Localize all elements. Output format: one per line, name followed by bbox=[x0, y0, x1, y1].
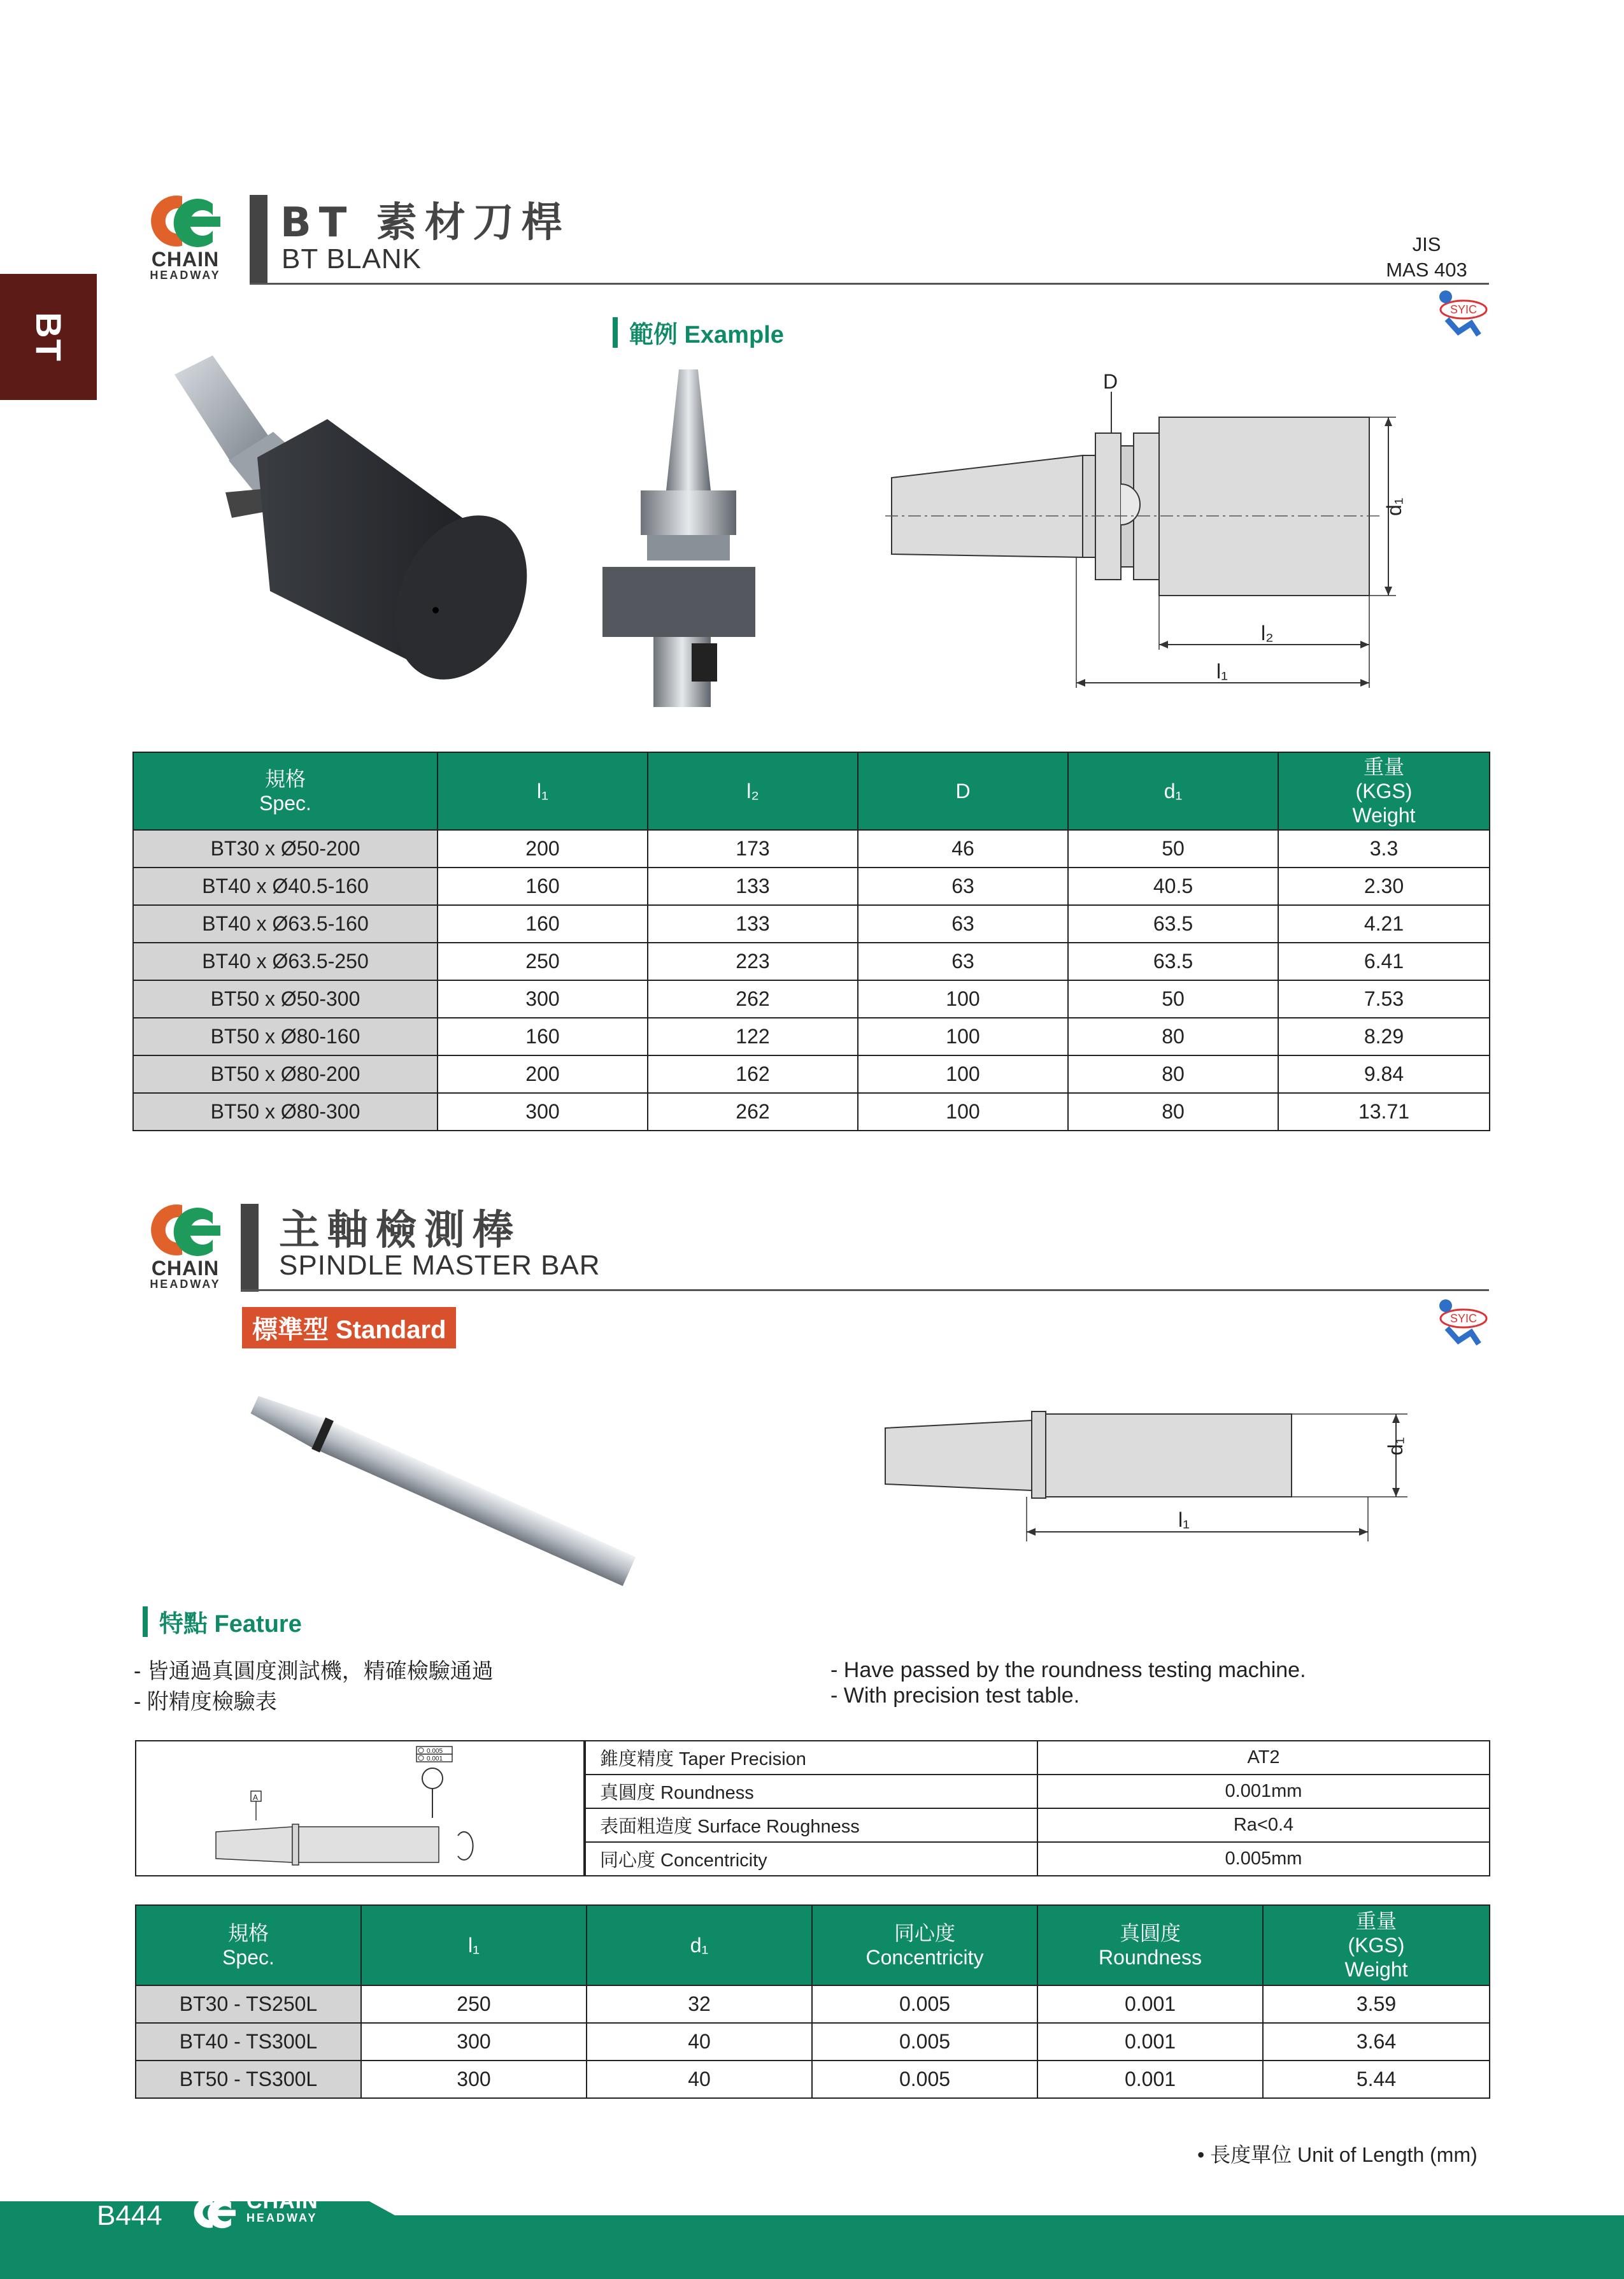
bt-example-photo bbox=[583, 363, 825, 720]
feature-en-2: - With precision test table. bbox=[830, 1683, 1080, 1708]
standard-tag: 標準型 Standard bbox=[242, 1307, 456, 1348]
table-row bbox=[133, 830, 1490, 868]
features-en bbox=[830, 1657, 1306, 1708]
blank-header-cell: d₁ bbox=[1068, 752, 1278, 830]
blank-header-cell: 重量 (KGS) Weight bbox=[1278, 752, 1490, 830]
spec-cell: BT50 x Ø80-160 bbox=[133, 1018, 438, 1055]
value-cell: 40 bbox=[587, 2061, 812, 2098]
spec-cell: BT30 x Ø50-200 bbox=[133, 830, 438, 868]
label-l2: l₂ bbox=[1261, 622, 1274, 645]
value-cell: 160 bbox=[438, 905, 648, 943]
value-cell: 173 bbox=[648, 830, 858, 868]
value-cell: 300 bbox=[438, 980, 648, 1018]
title-accent-bar-2 bbox=[241, 1204, 259, 1292]
value-cell: 200 bbox=[438, 830, 648, 868]
precision-row bbox=[585, 1842, 1490, 1876]
value-cell: 63 bbox=[858, 868, 1068, 905]
value-cell: 0.001 bbox=[1037, 2061, 1263, 2098]
value-cell: 100 bbox=[858, 1055, 1068, 1093]
footer-logo-mark-icon bbox=[186, 2194, 243, 2232]
master-bar-spec-table bbox=[135, 1904, 1490, 2099]
title-accent-bar bbox=[250, 195, 267, 284]
bar-header-cell: 同心度 Concentricity bbox=[812, 1905, 1037, 1985]
value-cell: 50 bbox=[1068, 830, 1278, 868]
value-cell: 160 bbox=[438, 868, 648, 905]
spec-cell: BT50 x Ø80-200 bbox=[133, 1055, 438, 1093]
section2-rule bbox=[241, 1289, 1489, 1291]
value-cell: 262 bbox=[648, 980, 858, 1018]
spec-cell: BT40 x Ø40.5-160 bbox=[133, 868, 438, 905]
value-cell: 5.44 bbox=[1263, 2061, 1490, 2098]
bar-header-cell: 真圓度 Roundness bbox=[1037, 1905, 1263, 1985]
value-cell: 63.5 bbox=[1068, 943, 1278, 980]
precision-value: AT2 bbox=[1037, 1741, 1490, 1775]
feature-zh-2: - 附精度檢驗表 bbox=[134, 1690, 277, 1714]
value-cell: 300 bbox=[361, 2023, 587, 2061]
section2-title-zh: 主軸檢測棒 bbox=[279, 1207, 521, 1254]
table-row bbox=[133, 1055, 1490, 1093]
bt-blank-spec-table bbox=[132, 752, 1490, 1131]
table-header-row bbox=[133, 752, 1490, 830]
svg-text:SYIC: SYIC bbox=[1449, 303, 1478, 316]
value-cell: 160 bbox=[438, 1018, 648, 1055]
precision-label: 表面粗造度 Surface Roughness bbox=[585, 1808, 1037, 1842]
value-cell: 0.001 bbox=[1037, 2023, 1263, 2061]
blank-header-cell: D bbox=[858, 752, 1068, 830]
table-header-row bbox=[136, 1905, 1490, 1985]
value-cell: 122 bbox=[648, 1018, 858, 1055]
value-cell: 63 bbox=[858, 905, 1068, 943]
example-heading: 範例 Example bbox=[613, 315, 784, 350]
logo-mark-icon bbox=[138, 191, 233, 252]
value-cell: 250 bbox=[438, 943, 648, 980]
value-cell: 3.64 bbox=[1263, 2023, 1490, 2061]
table-row bbox=[133, 1018, 1490, 1055]
section1-rule bbox=[250, 283, 1489, 285]
section1-title-zh: BT 素材刀桿 bbox=[280, 199, 570, 246]
side-tab-bt[interactable]: BT bbox=[0, 274, 97, 400]
value-cell: 80 bbox=[1068, 1055, 1278, 1093]
value-cell: 250 bbox=[361, 1985, 587, 2023]
value-cell: 162 bbox=[648, 1055, 858, 1093]
table-row bbox=[136, 2023, 1490, 2061]
label-d1: d₁ bbox=[1383, 497, 1406, 516]
standard-jis: JIS MAS 403 bbox=[1386, 233, 1467, 281]
value-cell: 0.001 bbox=[1037, 1985, 1263, 2023]
table-row bbox=[133, 1093, 1490, 1131]
bar-header-cell: d₁ bbox=[587, 1905, 812, 1985]
value-cell: 7.53 bbox=[1278, 980, 1490, 1018]
value-cell: 46 bbox=[858, 830, 1068, 868]
label-d1-bar: d₁ bbox=[1384, 1437, 1407, 1455]
svg-text:A: A bbox=[253, 1793, 259, 1802]
table-row bbox=[133, 905, 1490, 943]
spec-cell: BT50 x Ø50-300 bbox=[133, 980, 438, 1018]
precision-test-diagram bbox=[136, 1741, 583, 1875]
footer-band bbox=[0, 2201, 1624, 2279]
table-row bbox=[136, 1985, 1490, 2023]
value-cell: 50 bbox=[1068, 980, 1278, 1018]
logo-text-headway: HEADWAY bbox=[150, 269, 221, 282]
table-row bbox=[133, 868, 1490, 905]
value-cell: 80 bbox=[1068, 1018, 1278, 1055]
precision-row bbox=[585, 1808, 1490, 1842]
section2-title-en: SPINDLE MASTER BAR bbox=[279, 1250, 601, 1281]
precision-value: Ra<0.4 bbox=[1037, 1808, 1490, 1842]
page-number: B444 bbox=[97, 2200, 162, 2231]
chain-headway-logo-2: CHAIN HEADWAY bbox=[138, 1200, 233, 1289]
chain-headway-logo bbox=[138, 191, 233, 280]
unit-note: • 長度單位 Unit of Length (mm) bbox=[1197, 2143, 1478, 2166]
feature-en-1: - Have passed by the roundness testing machine. bbox=[830, 1658, 1306, 1682]
value-cell: 300 bbox=[361, 2061, 587, 2098]
svg-text:0.001: 0.001 bbox=[427, 1755, 443, 1762]
spec-cell: BT50 x Ø80-300 bbox=[133, 1093, 438, 1131]
spec-cell: BT30 - TS250L bbox=[136, 1985, 361, 2023]
bt-blank-drawing bbox=[879, 369, 1427, 701]
logo-text-chain: CHAIN bbox=[151, 248, 220, 271]
precision-label: 同心度 Concentricity bbox=[585, 1842, 1037, 1876]
master-bar-drawing bbox=[879, 1401, 1427, 1548]
bar-header-cell: l₁ bbox=[361, 1905, 587, 1985]
blank-header-cell: l₁ bbox=[438, 752, 648, 830]
bar-header-cell: 規格 Spec. bbox=[136, 1905, 361, 1985]
features-zh bbox=[134, 1656, 494, 1717]
value-cell: 40 bbox=[587, 2023, 812, 2061]
value-cell: 8.29 bbox=[1278, 1018, 1490, 1055]
precision-value: 0.001mm bbox=[1037, 1775, 1490, 1808]
value-cell: 6.41 bbox=[1278, 943, 1490, 980]
section1-title-en: BT BLANK bbox=[281, 243, 422, 275]
value-cell: 80 bbox=[1068, 1093, 1278, 1131]
syic-badge-icon bbox=[1433, 284, 1490, 341]
syic-badge-icon bbox=[1433, 1293, 1490, 1350]
value-cell: 9.84 bbox=[1278, 1055, 1490, 1093]
value-cell: 262 bbox=[648, 1093, 858, 1131]
value-cell: 300 bbox=[438, 1093, 648, 1131]
precision-value: 0.005mm bbox=[1037, 1842, 1490, 1876]
value-cell: 63.5 bbox=[1068, 905, 1278, 943]
table-row bbox=[133, 943, 1490, 980]
spec-cell: BT40 x Ø63.5-160 bbox=[133, 905, 438, 943]
table-row bbox=[136, 2061, 1490, 2098]
master-bar-photo bbox=[229, 1395, 650, 1586]
label-l1-bar: l₁ bbox=[1178, 1508, 1190, 1531]
value-cell: 133 bbox=[648, 905, 858, 943]
value-cell: 100 bbox=[858, 1018, 1068, 1055]
precision-row bbox=[585, 1741, 1490, 1775]
spec-cell: BT50 - TS300L bbox=[136, 2061, 361, 2098]
bt-blank-photo bbox=[136, 343, 531, 706]
value-cell: 3.59 bbox=[1263, 1985, 1490, 2023]
table-row bbox=[133, 980, 1490, 1018]
bar-header-cell: 重量 (KGS) Weight bbox=[1263, 1905, 1490, 1985]
value-cell: 0.005 bbox=[812, 2023, 1037, 2061]
value-cell: 100 bbox=[858, 980, 1068, 1018]
value-cell: 0.005 bbox=[812, 2061, 1037, 2098]
spec-cell: BT40 x Ø63.5-250 bbox=[133, 943, 438, 980]
value-cell: 133 bbox=[648, 868, 858, 905]
precision-table bbox=[585, 1740, 1490, 1876]
logo-mark-icon bbox=[138, 1200, 233, 1261]
label-D: D bbox=[1103, 370, 1118, 393]
value-cell: 4.21 bbox=[1278, 905, 1490, 943]
value-cell: 2.30 bbox=[1278, 868, 1490, 905]
value-cell: 13.71 bbox=[1278, 1093, 1490, 1131]
spec-cell: BT40 - TS300L bbox=[136, 2023, 361, 2061]
precision-label: 錐度精度 Taper Precision bbox=[585, 1741, 1037, 1775]
value-cell: 223 bbox=[648, 943, 858, 980]
precision-row bbox=[585, 1775, 1490, 1808]
value-cell: 40.5 bbox=[1068, 868, 1278, 905]
feature-zh-1: - 皆通過真圓度測試機，精確檢驗通過 bbox=[134, 1659, 494, 1683]
blank-header-cell: l₂ bbox=[648, 752, 858, 830]
feature-heading: 特點 Feature bbox=[143, 1604, 302, 1639]
svg-text:0.005: 0.005 bbox=[427, 1748, 443, 1755]
value-cell: 0.005 bbox=[812, 1985, 1037, 2023]
svg-text:SYIC: SYIC bbox=[1449, 1312, 1478, 1325]
value-cell: 32 bbox=[587, 1985, 812, 2023]
value-cell: 100 bbox=[858, 1093, 1068, 1131]
precision-diagram-box bbox=[135, 1740, 585, 1876]
blank-header-cell: 規格 Spec. bbox=[133, 752, 438, 830]
value-cell: 200 bbox=[438, 1055, 648, 1093]
value-cell: 63 bbox=[858, 943, 1068, 980]
value-cell: 3.3 bbox=[1278, 830, 1490, 868]
precision-label: 真圓度 Roundness bbox=[585, 1775, 1037, 1808]
label-l1: l₁ bbox=[1216, 660, 1228, 683]
